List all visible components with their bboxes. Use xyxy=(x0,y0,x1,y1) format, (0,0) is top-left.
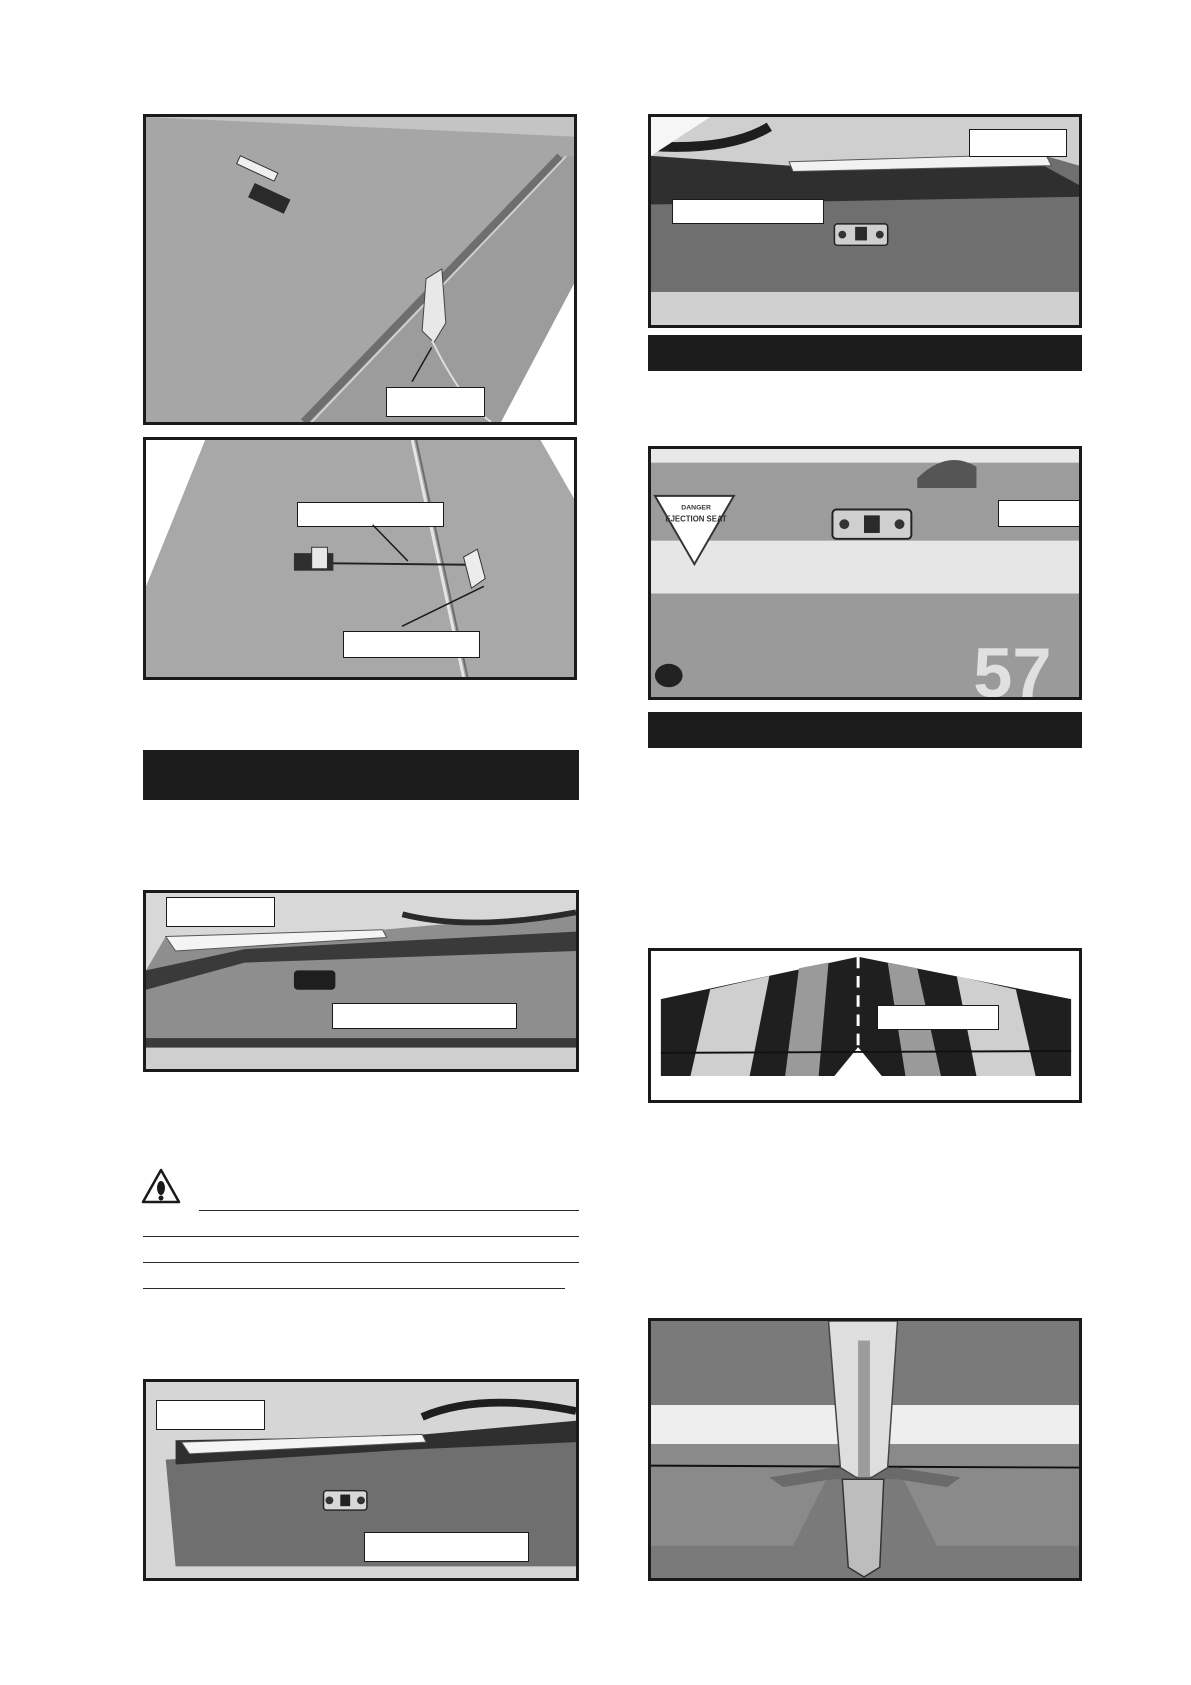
caption-bar xyxy=(648,335,1082,371)
photo-horizontal-stabilizer-centerline xyxy=(648,948,1082,1103)
callout-label xyxy=(969,129,1067,157)
decal-side-number: 57 xyxy=(973,633,1052,697)
callout-label xyxy=(156,1400,265,1430)
warning-rule-4 xyxy=(143,1288,565,1289)
photo-fuselage-switch-side xyxy=(648,446,1082,700)
warning-rule-3 xyxy=(143,1262,579,1263)
decal-warning-middle: EJECTION SEAT xyxy=(665,514,727,524)
photo-fuselage-switch-closeup xyxy=(648,114,1082,328)
decal-overlay xyxy=(651,449,1079,697)
warning-rule-2 xyxy=(143,1236,579,1237)
photo-fuselage-switch-mount xyxy=(143,1379,579,1581)
callout-label xyxy=(998,500,1080,527)
warning-icon xyxy=(141,1168,181,1204)
photo-stabilizer-installed-rear-view xyxy=(648,1318,1082,1581)
callout-leader-lines xyxy=(146,440,574,677)
caption-bar xyxy=(648,712,1082,748)
callout-label xyxy=(166,897,275,927)
section-heading-bar xyxy=(143,750,579,800)
photo-fuselage-servo-cutout xyxy=(143,890,579,1072)
callout-label xyxy=(672,199,824,224)
photo-image xyxy=(651,951,1079,1100)
callout-label xyxy=(332,1003,517,1029)
photo-image xyxy=(651,1321,1079,1578)
photo-aileron-servo-horn xyxy=(143,114,577,425)
photo-aileron-pushrod xyxy=(143,437,577,680)
callout-leader-line xyxy=(146,117,574,422)
callout-label xyxy=(364,1532,529,1562)
warning-rule-1 xyxy=(199,1210,579,1211)
decal-warning-top: DANGER xyxy=(681,504,711,512)
callout-label xyxy=(877,1005,999,1030)
